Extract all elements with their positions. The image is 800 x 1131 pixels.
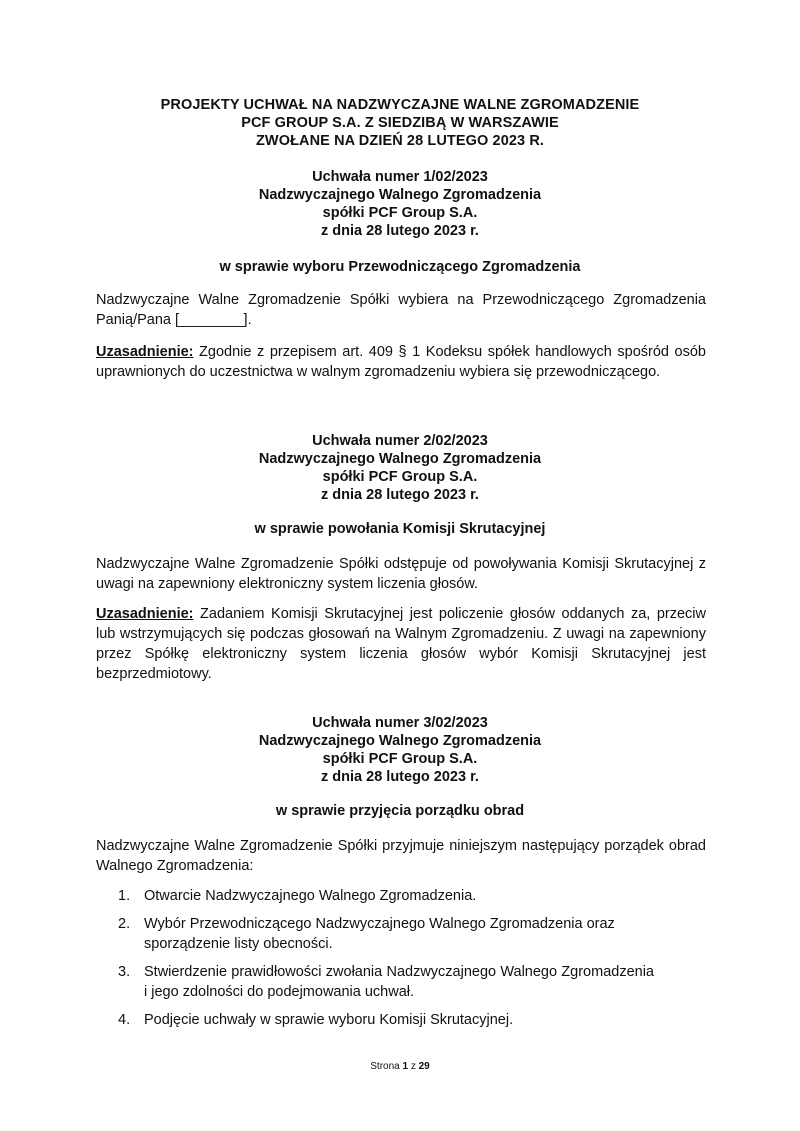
footer-prefix: Strona [370,1061,403,1072]
resolution-2-heading [0,432,800,504]
resolution-1-heading [0,168,800,240]
title-line: PCF GROUP S.A. Z SIEDZIBĄ W WARSZAWIE [241,115,559,131]
justification-text: Zadaniem Komisji Skrutacyjnej jest policzenie głosów oddanych za, przeciw lub wstrzymujących się podczas głosowań na Walnym Zgromadzeniu. Z uwagi na zapewniony przez Spółkę elektroniczny system liczenia głosów wybór Komisji Skrutacyjnej jest bezprzedmiotowy. [96,606,706,682]
justification-label: Uzasadnienie: [96,344,194,360]
agenda-item [96,914,706,954]
resolution-body-name: Nadzwyczajnego Walnego Zgromadzenia [258,733,542,749]
footer-separator: z [408,1061,419,1072]
document-title [0,96,800,150]
resolution-date: z dnia 28 lutego 2023 r. [321,223,479,239]
title-line: PROJEKTY UCHWAŁ NA NADZWYCZAJNE WALNE ZGROMADZENIE [160,97,640,113]
agenda-item-number: 3. [118,964,131,980]
agenda-item-text: Stwierdzenie prawidłowości zwołania Nadzwyczajnego Walnego Zgromadzenia i jego zdolności do podejmowania uchwał. [144,964,654,1000]
resolution-date: z dnia 28 lutego 2023 r. [321,769,479,785]
resolution-2-justification [96,604,706,684]
resolution-body-name: Nadzwyczajnego Walnego Zgromadzenia [258,187,542,203]
agenda-item [96,962,706,1002]
resolution-body-name: Nadzwyczajnego Walnego Zgromadzenia [258,451,542,467]
resolution-date: z dnia 28 lutego 2023 r. [321,487,479,503]
resolution-2-body: Nadzwyczajne Walne Zgromadzenie Spółki odstępuje od powoływania Komisji Skrutacyjnej z uwagi na zapewniony elektroniczny system liczenia głosów. [96,556,706,592]
resolution-1-body: Nadzwyczajne Walne Zgromadzenie Spółki wybiera na Przewodniczącego Zgromadzenia Panią/Pana [________]. [96,292,706,328]
agenda-item-text: Podjęcie uchwały w sprawie wyboru Komisji Skrutacyjnej. [144,1012,514,1028]
agenda-item-number: 1. [118,888,131,904]
resolution-number: Uchwała numer 1/02/2023 [312,169,488,185]
resolution-company: spółki PCF Group S.A. [322,205,478,221]
justification-text: Zgodnie z przepisem art. 409 § 1 Kodeksu spółek handlowych spośród osób uprawnionych do uczestnictwa w walnym zgromadzeniu wybiera się przewodniczącego. [96,344,706,380]
resolution-number: Uchwała numer 3/02/2023 [312,715,488,731]
agenda-item-text: Wybór Przewodniczącego Nadzwyczajnego Walnego Zgromadzenia oraz sporządzenie listy obecności. [144,916,615,952]
resolution-1-subject: w sprawie wyboru Przewodniczącego Zgromadzenia [219,259,581,275]
title-line: ZWOŁANE NA DZIEŃ 28 LUTEGO 2023 R. [255,133,545,149]
resolution-1-justification [96,342,706,382]
resolution-number: Uchwała numer 2/02/2023 [312,433,488,449]
resolution-3-subject: w sprawie przyjęcia porządku obrad [275,803,525,819]
agenda-item-text: Otwarcie Nadzwyczajnego Walnego Zgromadzenia. [144,888,477,904]
agenda-item-number: 4. [118,1012,131,1028]
agenda-item-number: 2. [118,916,131,932]
page-footer [0,1061,800,1073]
agenda-item [96,886,706,906]
justification-label: Uzasadnienie: [96,606,194,622]
resolution-3-body: Nadzwyczajne Walne Zgromadzenie Spółki przyjmuje niniejszym następujący porządek obrad Walnego Zgromadzenia: [96,838,706,874]
total-pages: 29 [418,1061,430,1072]
resolution-company: spółki PCF Group S.A. [322,751,478,767]
current-page-number: 1 [402,1061,409,1072]
agenda-item [96,1010,706,1030]
resolution-company: spółki PCF Group S.A. [322,469,478,485]
resolution-3-heading [0,714,800,786]
resolution-2-subject: w sprawie powołania Komisji Skrutacyjnej [254,521,546,537]
agenda-list [96,886,706,1038]
